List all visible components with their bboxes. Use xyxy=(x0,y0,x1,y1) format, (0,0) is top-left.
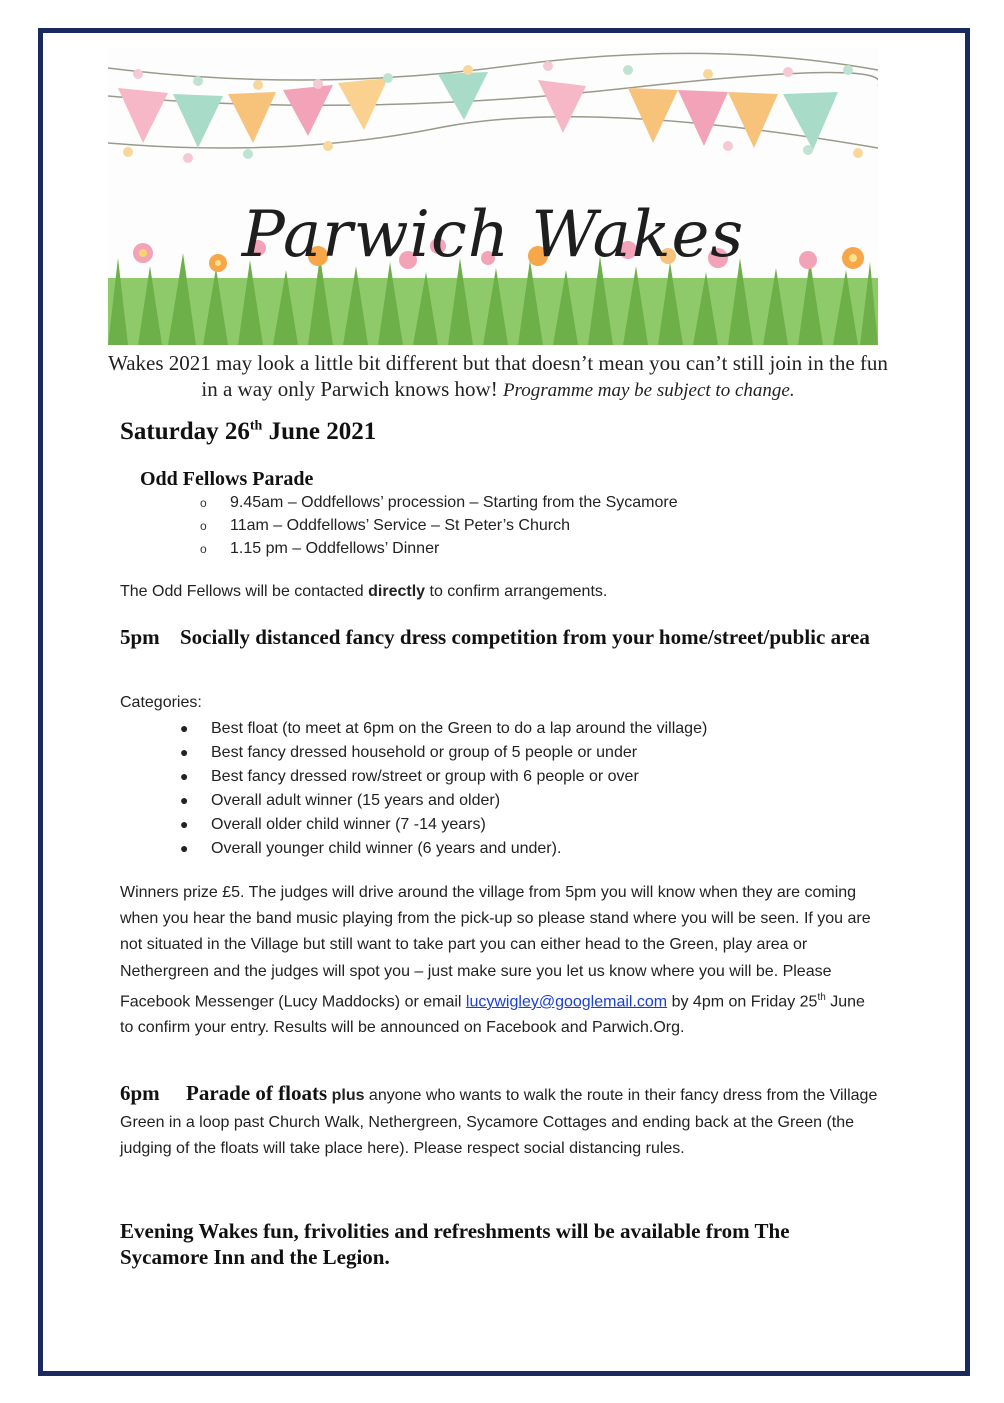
bullet: ● xyxy=(180,816,189,832)
list-item-text: 11am – Oddfellows’ Service – St Peter’s Church xyxy=(230,517,571,534)
header-banner xyxy=(108,48,878,345)
floats-time: 6pm xyxy=(120,1081,160,1105)
competition-time: 5pm xyxy=(120,625,160,649)
competition-title: Socially distanced fancy dress competition from your home/street/public area xyxy=(180,625,870,649)
date-rest: June 2021 xyxy=(262,418,377,445)
details-ordinal: th xyxy=(817,991,826,1003)
floats-section xyxy=(120,1080,890,1163)
details-text-3: June to confirm your entry. Results will be announced on Facebook and Parwich.Org. xyxy=(120,993,865,1037)
event-date xyxy=(120,418,376,446)
banner-title: Parwich Wakes xyxy=(241,198,745,272)
bullet: ● xyxy=(180,792,189,808)
floats-text: anyone who wants to walk the route in their fancy dress from the Village Green in a loop past Church Walk, Nethergreen, Sycamore Cottages and ending back at the Green (the judging of the floats will take place here). Please respect social distancing rules. xyxy=(120,1087,878,1157)
list-item-text: Overall younger child winner (6 years and under). xyxy=(211,840,562,857)
details-text: Winners prize £5. The judges will drive around the village from 5pm you will know when they are coming when you hear the band music playing from the pick-up so please stand where you will be seen. If you are not situated in the Village but still want to take part you can either head to the Green, play area or Nethergreen and the judges will spot you – just make sure you let us know where you will be. Please Facebook Messenger (Lucy Maddocks) or email xyxy=(120,884,871,1011)
list-item-text: Overall adult winner (15 years and older) xyxy=(211,792,501,809)
list-item xyxy=(180,812,707,836)
list-item-text: Best fancy dressed household or group of 5 people or under xyxy=(211,744,638,761)
date-day: Saturday 26 xyxy=(120,418,250,445)
list-item xyxy=(200,537,678,560)
list-item xyxy=(200,491,678,514)
categories-list xyxy=(180,716,707,860)
bunting-illustration xyxy=(108,48,878,345)
email-link[interactable]: lucywigley@googlemail.com xyxy=(465,993,668,1011)
list-item-text: 1.15 pm – Oddfellows’ Dinner xyxy=(230,540,440,557)
bullet: ● xyxy=(180,768,189,784)
bullet: ● xyxy=(180,720,189,736)
categories-label: Categories: xyxy=(120,694,202,711)
parade-schedule xyxy=(200,491,678,560)
date-ordinal: th xyxy=(249,418,263,434)
evening-note: Evening Wakes fun, frivolities and refreshments will be available from The Sycamore Inn and the Legion. xyxy=(120,1219,790,1269)
list-item xyxy=(180,740,707,764)
contact-text-end: to confirm arrangements. xyxy=(425,583,608,600)
parade-contact-note xyxy=(120,583,607,601)
competition-heading xyxy=(120,626,890,649)
intro-note: Programme may be subject to change. xyxy=(502,380,795,401)
list-item xyxy=(180,836,707,860)
competition-details xyxy=(120,880,880,1042)
list-marker: o xyxy=(200,496,207,510)
list-marker: o xyxy=(200,519,207,533)
parade-heading: Odd Fellows Parade xyxy=(140,468,314,490)
intro-text: Wakes 2021 may look a little bit different but that doesn’t mean you can’t still join in the fun in a way only Parwich knows how! xyxy=(108,351,888,401)
floats-plus: plus xyxy=(331,1087,365,1104)
bullet: ● xyxy=(180,840,189,856)
floats-title: Parade of floats xyxy=(186,1081,328,1105)
list-item xyxy=(200,514,678,537)
intro-paragraph xyxy=(108,350,888,404)
list-marker: o xyxy=(200,542,207,556)
list-item xyxy=(180,788,707,812)
list-item-text: Overall older child winner (7 -14 years) xyxy=(211,816,486,833)
list-item-text: Best fancy dressed row/street or group with 6 people or over xyxy=(211,768,639,785)
bullet: ● xyxy=(180,744,189,760)
list-item xyxy=(180,716,707,740)
bunting-flags-top xyxy=(118,72,838,150)
contact-text: The Odd Fellows will be contacted xyxy=(120,583,369,600)
list-item xyxy=(180,764,707,788)
list-item-text: 9.45am – Oddfellows’ procession – Starting from the Sycamore xyxy=(230,494,678,511)
contact-emphasis: directly xyxy=(368,583,426,600)
list-item-text: Best float (to meet at 6pm on the Green to do a lap around the village) xyxy=(211,720,708,737)
details-text-2: by 4pm on Friday 25 xyxy=(667,993,818,1011)
